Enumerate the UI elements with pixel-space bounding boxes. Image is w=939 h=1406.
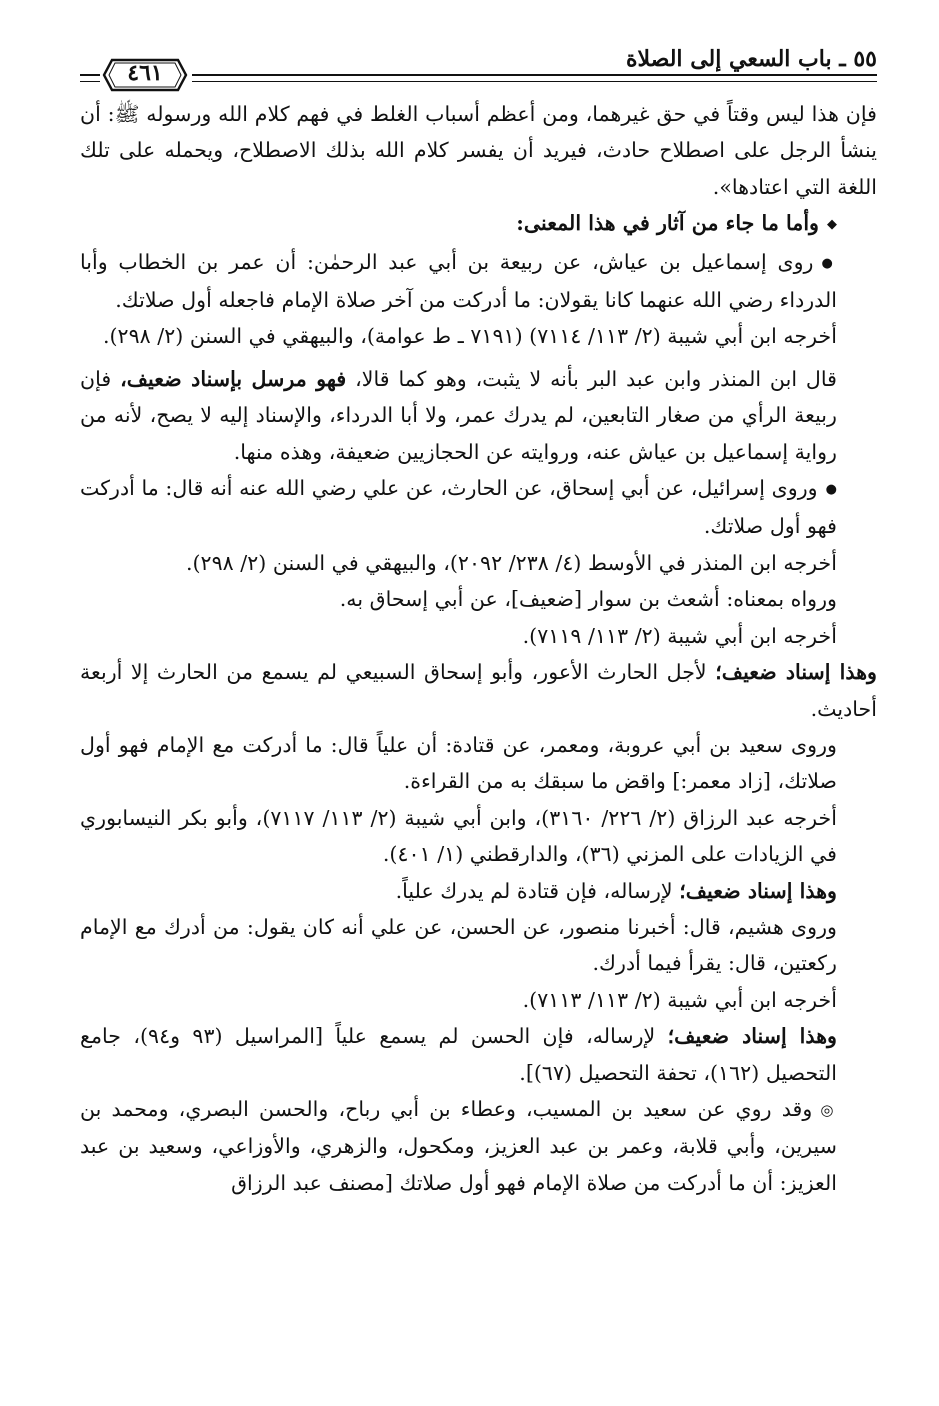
ruling-paragraph <box>80 654 877 727</box>
ruling-text: وهذا إسناد ضعيف؛ <box>715 660 878 685</box>
ruling-text: وهذا إسناد ضعيف؛ <box>667 1024 838 1049</box>
takhrij-paragraph: أخرجه ابن أبي شيبة (٢/ ١١٣/ ٧١١٤) (٧١٩١ ـ ط عوامة)، والبيهقي في السنن (٢/ ٢٩٨). <box>102 324 837 349</box>
ruling-text: فهو مرسل بإسناد ضعيف، <box>120 366 347 391</box>
takhrij-paragraph: أخرجه عبد الرزاق (٢/ ٢٢٦/ ٣١٦٠)، وابن أبي شيبة (٢/ ١١٣/ ٧١١٧)، وأبو بكر النيسابوري في الزيادات على المزني (٣٦)، والدارقطني (١/ ٤٠١). <box>80 805 837 867</box>
commentary-text: قال ابن المنذر وابن عبد البر بأنه لا يثبت، وهو كما قالا، <box>346 366 837 391</box>
commentary-text: فإن ربيعة الرأي من صغار التابعين، لم يدرك عمر، ولا أبا الدرداء، والإسناد إليه لا يصح، لأنه من رواية إسماعيل بن عياش عنه، وروايته عن الحجازيين ضعيفة، وهذه منها. <box>80 366 837 464</box>
page-number-frame <box>102 58 188 92</box>
ruling-reason: لإرساله، فإن قتادة لم يدرك علياً. <box>395 878 680 903</box>
narration-paragraph: ورواه بمعناه: أشعث بن سوار [ضعيف]، عن أبي إسحاق به. <box>339 587 837 612</box>
paragraph: فإن هذا ليس وقتاً في حق غيرهما، ومن أعظم أسباب الغلط في فهم كلام الله ورسوله ﷺ: أن ينشأ الرجل على اصطلاح حادث، فيريد أن يفسر كلام الله بذلك الاصطلاح، ويحمله على تلك اللغة التي اعتادها». <box>80 102 877 199</box>
commentary-paragraph <box>80 361 877 470</box>
takhrij-paragraph: أخرجه ابن أبي شيبة (٢/ ١١٣/ ٧١١٣). <box>522 987 837 1012</box>
narration-paragraph: وروى هشيم، قال: أخبرنا منصور، عن الحسن، عن علي أنه كان يقول: من أدرك مع الإمام ركعتين، قال: يقرأ فيما أدرك. <box>80 914 837 976</box>
narration-paragraph: ● روى إسماعيل بن عياش، عن ربيعة بن أبي عبد الرحمٰن: أن عمر بن الخطاب وأبا الدرداء رضي الله عنهما كانا يقولان: ما أدركت من آخر صلاة الإمام فاجعله أول صلاتك. <box>80 244 877 319</box>
book-page <box>80 44 877 1386</box>
chapter-title: ٥٥ ـ باب السعي إلى الصلاة <box>625 46 877 72</box>
page-header <box>80 44 877 96</box>
takhrij-paragraph: أخرجه ابن أبي شيبة (٢/ ١١٣/ ٧١١٩). <box>522 623 837 648</box>
ruling-paragraph <box>80 873 877 909</box>
header-rule-left <box>80 74 100 82</box>
page-body <box>80 96 877 1201</box>
ruling-paragraph <box>80 1018 877 1091</box>
section-heading: ◆ وأما ما جاء من آثار في هذا المعنى: <box>80 205 877 243</box>
ruling-reason: لإرساله، فإن الحسن لم يسمع علياً [المراسيل (٩٣ و٩٤)، جامع التحصيل (١٦٢)، تحفة التحصيل (٦٧)]. <box>80 1024 837 1085</box>
page-number: ٤٦١ <box>127 60 163 86</box>
header-rule <box>192 74 877 82</box>
takhrij-paragraph: أخرجه ابن المنذر في الأوسط (٤/ ٢٣٨/ ٢٠٩٢)، والبيهقي في السنن (٢/ ٢٩٨). <box>185 550 837 575</box>
narration-paragraph: وروى سعيد بن أبي عروبة، ومعمر، عن قتادة: أن علياً قال: ما أدركت مع الإمام فهو أول صلاتك، [زاد معمر:] واقض ما سبقك به من القراءة. <box>80 732 837 794</box>
ruling-text: وهذا إسناد ضعيف؛ <box>679 878 837 903</box>
narration-paragraph: ◎ وقد روي عن سعيد بن المسيب، وعطاء بن أبي رباح، والحسن البصري، ومحمد بن سيرين، وأبي قلابة، وعمر بن عبد العزيز، ومكحول، والزهري، والأوزاعي، وسعيد بن عبد العزيز: أن ما أدركت من صلاة الإمام فهو أول صلاتك [مصنف عبد الرزاق <box>80 1091 877 1201</box>
narration-paragraph: ● وروى إسرائيل، عن أبي إسحاق، عن الحارث، عن علي رضي الله عنه أنه قال: ما أدركت فهو أول صلاتك. <box>80 470 877 545</box>
ruling-reason: لأجل الحارث الأعور، وأبو إسحاق السبيعي لم يسمع من الحارث إلا أربعة أحاديث. <box>80 660 877 721</box>
